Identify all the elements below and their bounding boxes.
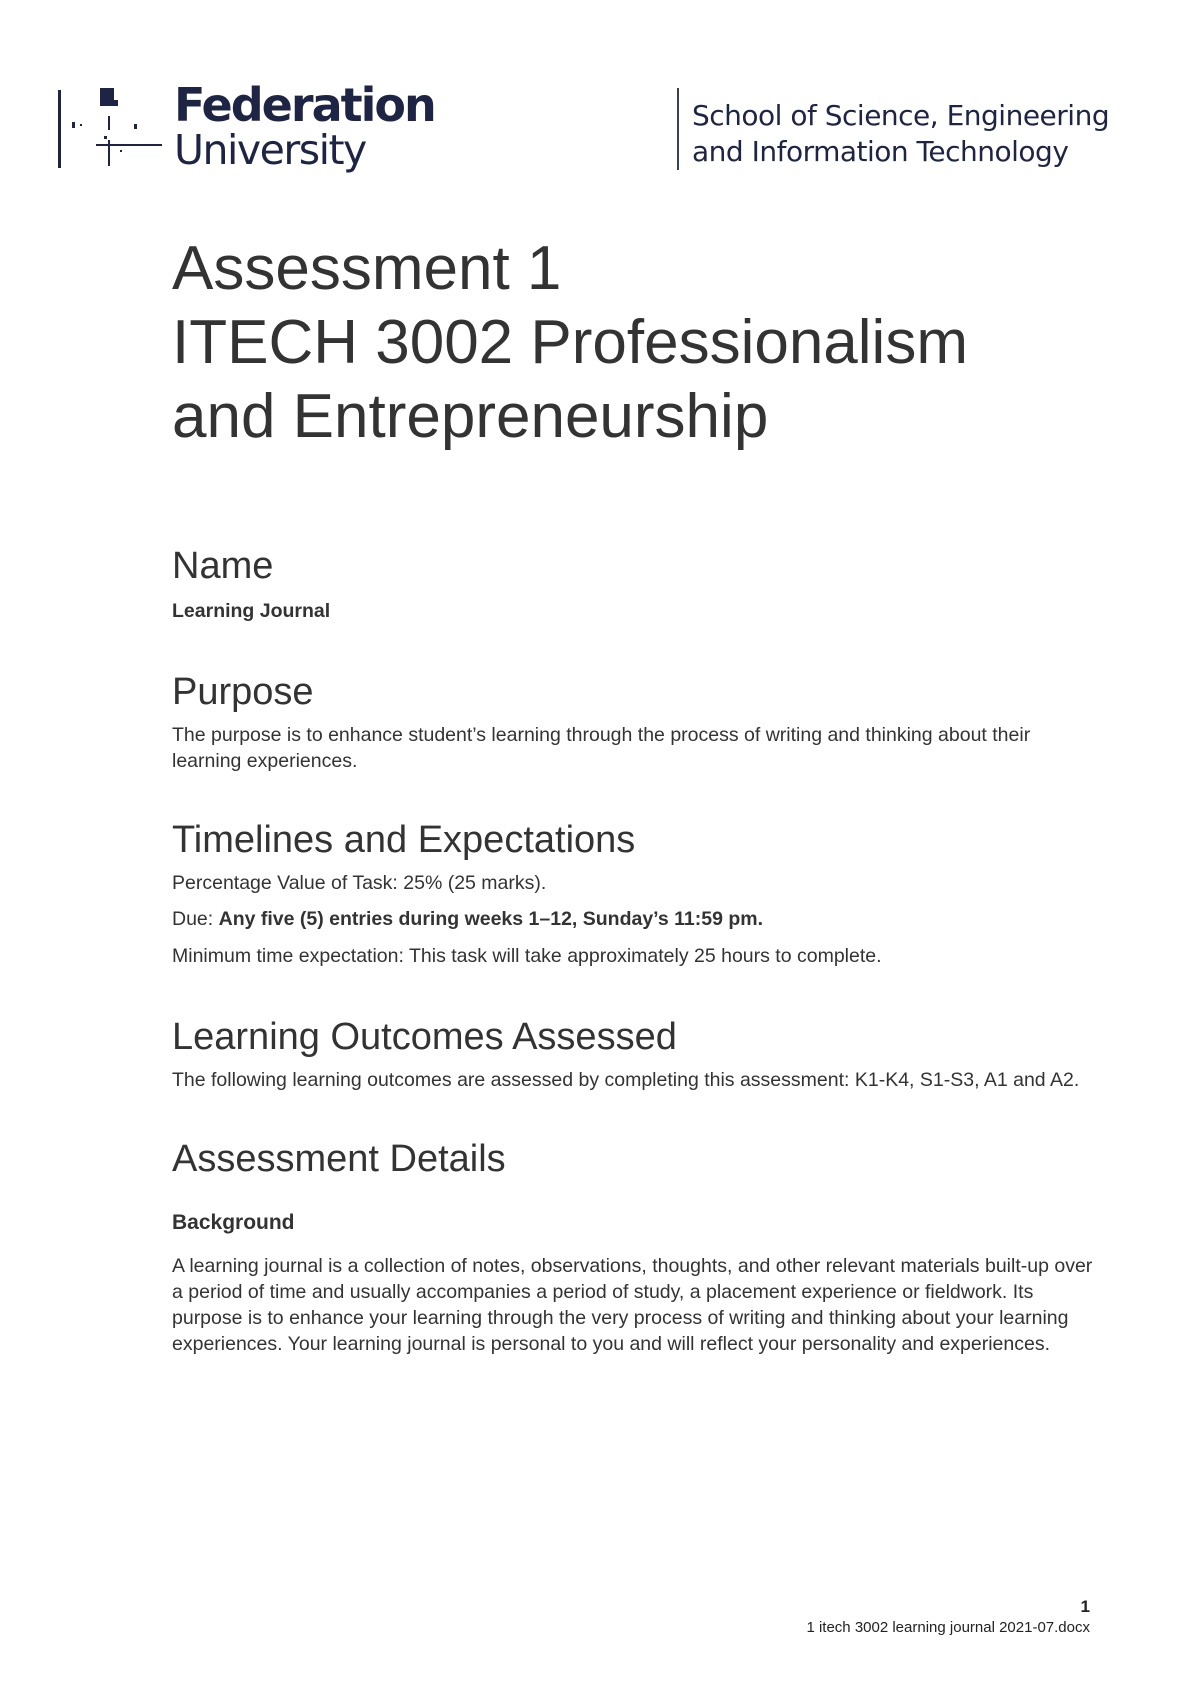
- minimum-time-expectation: Minimum time expectation: This task will take approximately 25 hours to complete.: [172, 945, 882, 967]
- document-footer: [806, 1596, 1090, 1638]
- title-line3: and Entrepreneurship: [172, 382, 769, 451]
- section-heading-outcomes: Learning Outcomes Assessed: [172, 1016, 677, 1058]
- document-title: [172, 232, 1102, 454]
- assessment-name-value: Learning Journal: [172, 600, 331, 622]
- outcomes-text: The following learning outcomes are assessed by completing this assessment: K1-K4, S1-S3, A1 and A2.: [172, 1069, 1080, 1091]
- document-header: [0, 0, 1200, 200]
- title-line1: Assessment 1: [172, 234, 562, 303]
- header-divider: [677, 88, 679, 170]
- due-line: [172, 906, 1102, 932]
- purpose-text: The purpose is to enhance student’s learning through the process of writing and thinking about their learning experiences.: [172, 724, 1031, 772]
- section-heading-name: Name: [172, 545, 274, 587]
- due-label: Due:: [172, 908, 219, 930]
- section-name: [172, 544, 1102, 624]
- section-timelines: [172, 818, 1102, 969]
- section-heading-details: Assessment Details: [172, 1138, 506, 1180]
- page-number: 1: [1080, 1597, 1090, 1616]
- percentage-value: Percentage Value of Task: 25% (25 marks).: [172, 872, 547, 894]
- footer-filename: 1 itech 3002 learning journal 2021-07.docx: [806, 1619, 1090, 1636]
- school-name: [692, 98, 1109, 170]
- title-line2: ITECH 3002 Professionalism: [172, 308, 968, 377]
- federation-logo-mark-icon: [56, 84, 166, 174]
- due-value: Any five (5) entries during weeks 1–12, Sunday’s 11:59 pm.: [218, 908, 764, 930]
- logo-line-university: University: [174, 126, 366, 174]
- section-heading-purpose: Purpose: [172, 671, 314, 713]
- school-name-line2: and Information Technology: [692, 135, 1069, 168]
- section-purpose: [172, 670, 1102, 774]
- document-body: [172, 232, 1102, 1357]
- section-outcomes: [172, 1015, 1102, 1093]
- background-heading: Background: [172, 1211, 295, 1234]
- background-text: A learning journal is a collection of notes, observations, thoughts, and other relevant materials built-up over a period of time and usually accompanies a period of study, a placement experience or fieldwork. Its purpose is to enhance your learning through the very process of writing and thinking about your learning experiences. Your learning journal is personal to you and will reflect your personality and experiences.: [172, 1255, 1093, 1355]
- federation-logo-wordmark: [174, 78, 435, 174]
- section-heading-timelines: Timelines and Expectations: [172, 819, 636, 861]
- section-details: [172, 1137, 1102, 1357]
- school-name-line1: School of Science, Engineering: [692, 99, 1110, 132]
- logo-line-federation: Federation: [174, 78, 435, 132]
